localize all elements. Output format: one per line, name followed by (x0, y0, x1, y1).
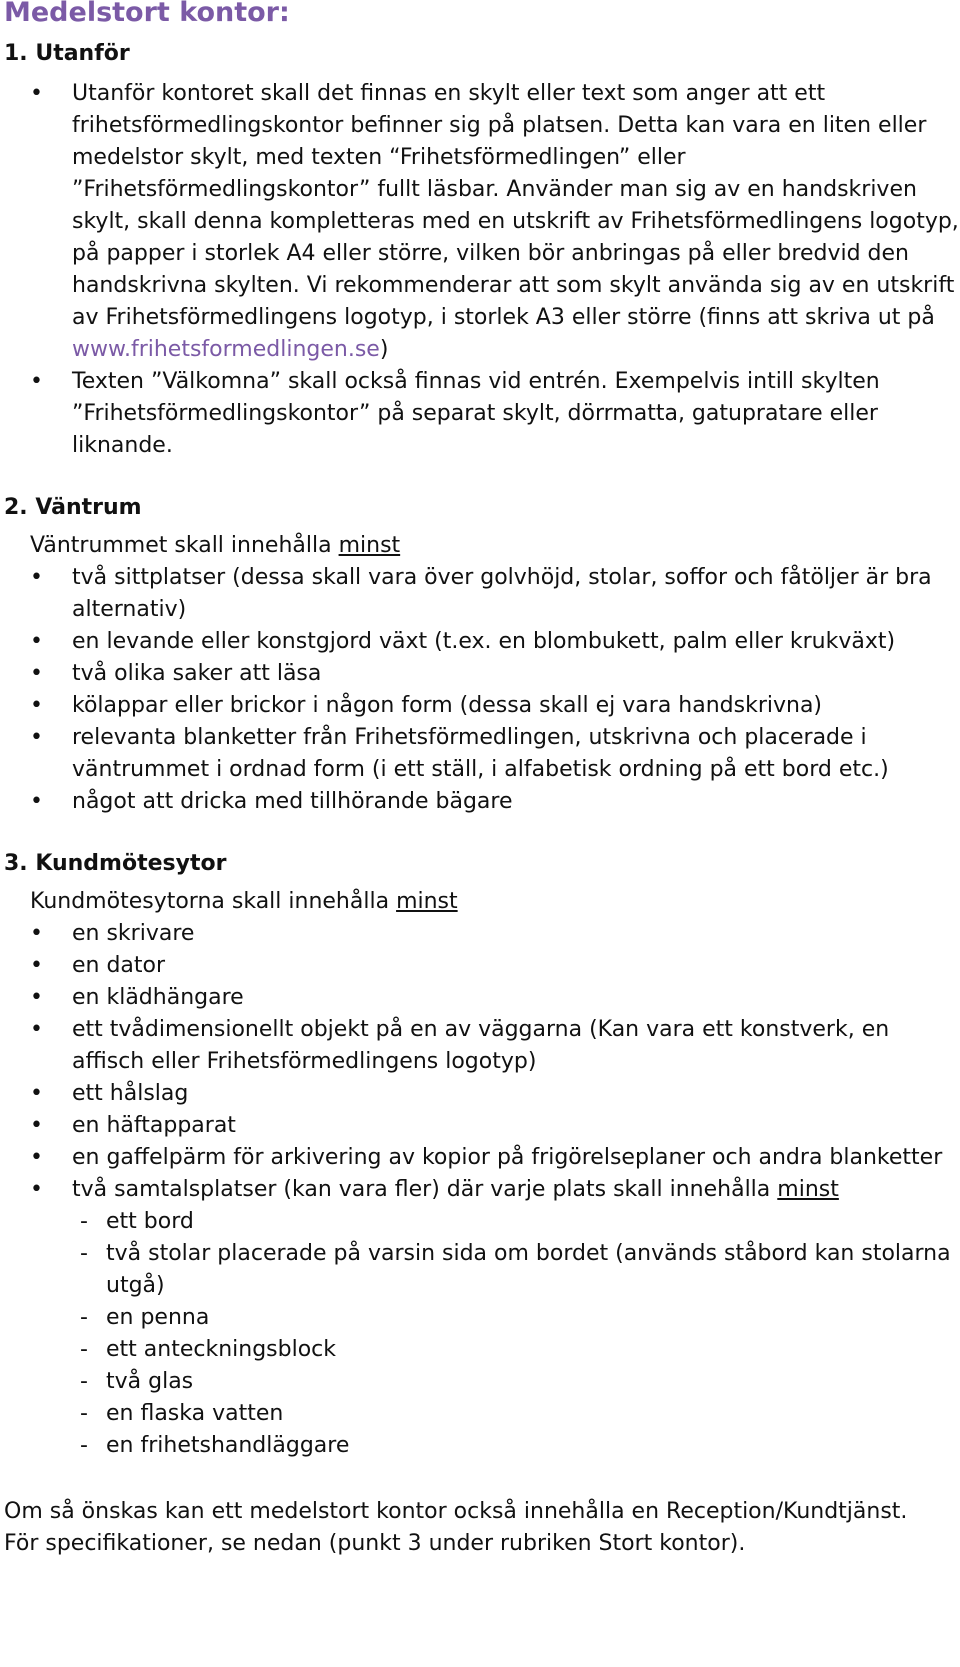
section-heading-kundmotesytor: 3. Kundmötesytor (4, 851, 227, 876)
list-item: • Texten ”Välkomna” skall också finnas vid entrén. Exempelvis intill skylten ”Frihetsförmedlingskontor” på separat skylt, dörrmatta, gatupratare eller liknande. (4, 366, 960, 462)
sub-list-item: - ett bord (4, 1206, 960, 1238)
intro-underlined: minst (338, 533, 401, 558)
list-item: • kölappar eller brickor i någon form (dessa skall ej vara handskrivna) (4, 690, 960, 722)
list-item (4, 1174, 960, 1206)
bullet-text: Utanför kontoret skall det finnas en skylt eller text som anger att ett frihetsförmedlingskontor befinner sig på platsen. Detta kan vara en liten eller medelstor skylt, med texten “Frihetsförmedlingen” eller ”Frihetsförmedlingskontor” fullt läsbar. Använder man sig av en handskriven skylt, skall denna kompletteras med en utskrift av Frihetsförmedlingens logotyp, på papper i storlek A4 eller större, vilken bör anbringas på eller bredvid den handskrivna skylten. Vi rekommenderar att som skylt använda sig av en utskrift av Frihetsförmedlingens logotyp, i storlek A3 eller större (finns att skriva ut på (72, 81, 959, 330)
website-link[interactable]: www.frihetsformedlingen.se (72, 337, 380, 362)
list-item: • två olika saker att läsa (4, 658, 960, 690)
section-heading-utanfor: 1. Utanför (4, 41, 130, 66)
intro-underlined: minst (396, 889, 458, 914)
sub-list-item: - två stolar placerade på varsin sida om bordet (används ståbord kan stolarna utgå) (4, 1238, 960, 1302)
section-kundmotesytor (4, 848, 960, 1462)
bullet-list-vantrum (4, 562, 960, 818)
dash-list-samtalsplats (4, 1206, 960, 1462)
section-utanfor (4, 38, 960, 462)
list-item: • en dator (4, 950, 960, 982)
list-item: • en häftapparat (4, 1110, 960, 1142)
list-item: • en skrivare (4, 918, 960, 950)
sub-list-item: - en flaska vatten (4, 1398, 960, 1430)
section-vantrum (4, 492, 960, 818)
section-intro (30, 530, 960, 562)
list-item: • ett tvådimensionellt objekt på en av väggarna (Kan vara ett konstverk, en affisch eller Frihetsförmedlingens logotyp) (4, 1014, 960, 1078)
closing-line-1: Om så önskas kan ett medelstort kontor också innehålla en Reception/Kundtjänst. (4, 1499, 908, 1524)
intro-text: Kundmötesytorna skall innehålla (30, 889, 397, 914)
list-item: • något att dricka med tillhörande bägare (4, 786, 960, 818)
list-item: • relevanta blanketter från Frihetsförmedlingen, utskrivna och placerade i väntrummet i ordnad form (i ett ställ, i alfabetisk ordning på ett bord etc.) (4, 722, 960, 786)
bullet-list-kundmotesytor (4, 918, 960, 1206)
section-heading-vantrum: 2. Väntrum (4, 495, 142, 520)
intro-text: Väntrummet skall innehålla (30, 533, 339, 558)
list-item-underlined: minst (777, 1177, 839, 1202)
page-title: Medelstort kontor: (4, 0, 290, 28)
list-item: • ett hålslag (4, 1078, 960, 1110)
bullet-list-utanfor (4, 78, 960, 462)
list-item: • två sittplatser (dessa skall vara över golvhöjd, stolar, soffor och fåtöljer är bra alternativ) (4, 562, 960, 626)
list-item (4, 78, 960, 366)
closing-line-2: För specifikationer, se nedan (punkt 3 under rubriken Stort kontor). (4, 1531, 746, 1556)
section-intro (30, 886, 960, 918)
list-item: • en gaffelpärm för arkivering av kopior på frigörelseplaner och andra blanketter (4, 1142, 960, 1174)
sub-list-item: - ett anteckningsblock (4, 1334, 960, 1366)
list-item: • en levande eller konstgjord växt (t.ex. en blombukett, palm eller krukväxt) (4, 626, 960, 658)
sub-list-item: - en penna (4, 1302, 960, 1334)
sub-list-item: - två glas (4, 1366, 960, 1398)
closing-paragraph (4, 1496, 960, 1560)
sub-list-item: - en frihetshandläggare (4, 1430, 960, 1462)
list-item-text: två samtalsplatser (kan vara fler) där varje plats skall innehålla (72, 1177, 778, 1202)
list-item: • en klädhängare (4, 982, 960, 1014)
bullet-text-end: ) (379, 337, 389, 362)
